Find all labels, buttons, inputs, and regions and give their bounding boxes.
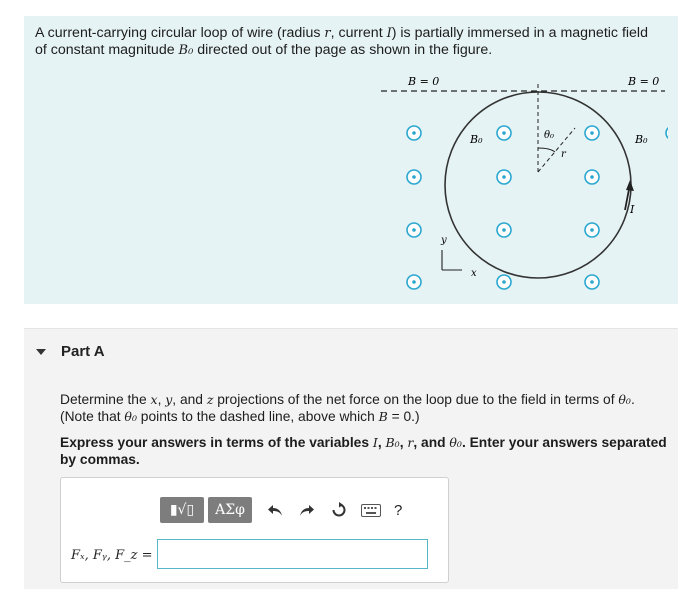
var-y: y xyxy=(165,392,173,407)
var-theta0: θ₀ xyxy=(124,409,137,424)
instr-segment: , xyxy=(377,435,386,450)
question-segment: Determine the xyxy=(60,392,151,407)
section-separator xyxy=(24,304,678,328)
var-B0: B₀ xyxy=(385,435,400,450)
problem-panel xyxy=(24,16,678,304)
theta-arc xyxy=(538,148,555,152)
question-segment: , and xyxy=(172,392,207,407)
label-y: y xyxy=(441,235,447,246)
instr-segment: . Enter your answers separated by commas. xyxy=(60,435,667,467)
var-B0: B₀ xyxy=(178,43,194,58)
problem-text-segment: of constant magnitude xyxy=(35,42,179,58)
keyboard-icon[interactable] xyxy=(358,497,384,523)
label-theta0: θ₀ xyxy=(544,130,555,141)
problem-text-segment: , current xyxy=(330,25,387,41)
var-r: r xyxy=(324,26,331,41)
figure-svg xyxy=(378,70,668,300)
undo-icon[interactable] xyxy=(262,497,288,523)
var-B: B xyxy=(378,409,388,424)
label-B-zero-left: B = 0 xyxy=(408,75,440,88)
var-x: x xyxy=(150,392,158,407)
problem-text-segment: ) is partially immersed in a magnetic field xyxy=(391,25,648,41)
answer-input[interactable] xyxy=(157,539,428,569)
instr-segment: Express your answers in terms of the variables xyxy=(60,435,373,450)
problem-text-segment: A current-carrying circular loop of wire (radius xyxy=(35,25,325,41)
answer-label: Fₓ, Fᵧ, F_z = xyxy=(71,548,153,563)
note-segment: (Note that xyxy=(60,409,125,424)
instr-segment: , xyxy=(399,435,408,450)
var-I: I xyxy=(372,435,378,450)
answer-instructions xyxy=(60,434,672,468)
note-segment: = 0.) xyxy=(387,409,420,424)
loop-field-figure xyxy=(378,70,668,300)
help-button[interactable]: ? xyxy=(394,501,403,519)
note-segment: points to the dashed line, above which xyxy=(136,409,379,424)
part-a-body xyxy=(24,376,678,589)
reset-icon[interactable] xyxy=(326,497,352,523)
var-theta0: θ₀ xyxy=(618,392,631,407)
label-I: I xyxy=(630,203,635,216)
redo-icon[interactable] xyxy=(294,497,320,523)
label-r: r xyxy=(561,149,566,160)
math-toolbar xyxy=(160,496,402,524)
greek-symbols-button[interactable]: ΑΣφ xyxy=(208,497,252,523)
question-segment: projections of the net force on the loop due to the field in terms of xyxy=(213,392,619,407)
current-arrowhead xyxy=(626,180,634,191)
answer-box xyxy=(60,477,449,583)
question-segment: . xyxy=(630,392,635,407)
label-x: x xyxy=(471,268,477,279)
problem-text-segment: directed out of the page as shown in the figure. xyxy=(193,42,493,58)
label-B0-left: B₀ xyxy=(470,133,483,146)
var-I: I xyxy=(386,26,392,41)
label-B0-right: B₀ xyxy=(635,133,648,146)
question-text xyxy=(60,391,672,425)
var-z: z xyxy=(206,392,214,407)
templates-button[interactable]: ▮√▯ xyxy=(160,497,204,523)
part-title: Part A xyxy=(61,343,105,360)
var-theta0: θ₀ xyxy=(449,435,462,450)
label-B-zero-right: B = 0 xyxy=(628,75,660,88)
part-a-header[interactable] xyxy=(24,328,678,377)
problem-statement xyxy=(35,25,675,59)
instr-segment: , and xyxy=(413,435,450,450)
question-segment: , xyxy=(157,392,166,407)
collapse-caret-icon[interactable] xyxy=(36,349,46,355)
var-r: r xyxy=(407,435,414,450)
